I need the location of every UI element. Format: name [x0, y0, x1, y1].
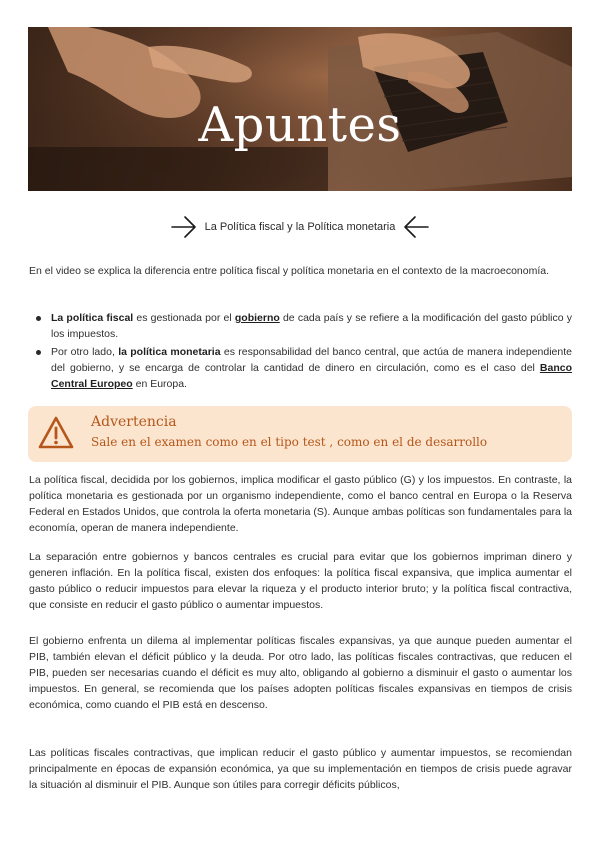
- bullet-bold-term: La política fiscal: [51, 312, 134, 324]
- arrow-left-icon: [401, 212, 431, 242]
- list-item: [29, 344, 572, 392]
- bullet-text: es responsabilidad del banco central, que actúa de manera independiente del gobierno, y se encarga de controlar la cantidad de dinero en circulación, como es el caso del: [51, 346, 572, 374]
- bullet-dot: [36, 350, 41, 355]
- section-subtitle: [0, 212, 600, 242]
- bullet-dot: [36, 316, 41, 321]
- paragraph: Las políticas fiscales contractivas, que implican reducir el gasto público y aumentar impuestos, se recomiendan principalmente en épocas de expansión económica, ya que su implementación en tiempos de crisis puede agravar la situación al disminuir el PIB. Aunque son útiles para corregir déficits públicos,: [29, 747, 572, 791]
- bce-link[interactable]: Banco Central Europeo: [51, 362, 572, 390]
- header-banner-image: [28, 27, 572, 191]
- bullet-list: [29, 310, 572, 394]
- callout-title: Advertencia: [91, 414, 177, 430]
- callout-text: Sale en el examen como en el tipo test , como en el de desarrollo: [91, 435, 488, 449]
- list-item: [29, 310, 572, 342]
- bullet-text: en Europa.: [132, 378, 187, 390]
- intro-paragraph: En el video se explica la diferencia entre política fiscal y política monetaria en el contexto de la macroeconomía.: [29, 265, 550, 277]
- bullet-prefix: Por otro lado,: [51, 346, 119, 358]
- paragraph: La separación entre gobiernos y bancos centrales es crucial para evitar que los gobiernos impriman dinero y generen inflación. En la política fiscal, existen dos enfoques: la política fiscal expansiva, que implica aumentar el gasto público o reducir impuestos para elevar la riqueza y el producto interior bruto; y la política fiscal contractiva, que consiste en reducir el gasto público o aumentar impuestos.: [29, 551, 572, 611]
- paragraph: La política fiscal, decidida por los gobiernos, implica modificar el gasto público (G) y los impuestos. En contraste, la política monetaria es gestionada por un organismo independiente, como el banco central en Europa o la Reserva Federal en Estados Unidos, que controla la oferta monetaria (S). Aunque ambas políticas son fundamentales para la economía, operan de manera independiente.: [29, 474, 572, 534]
- bullet-bold-term: la política monetaria: [118, 346, 221, 358]
- banner-title: Apuntes: [198, 97, 402, 153]
- arrow-right-icon: [169, 212, 199, 242]
- gobierno-link[interactable]: gobierno: [234, 312, 280, 324]
- bullet-text: es gestionada por el: [133, 312, 235, 324]
- warning-callout: [28, 406, 572, 462]
- subtitle-text: La Política fiscal y la Política monetaria: [204, 221, 396, 233]
- paragraph: El gobierno enfrenta un dilema al implementar políticas fiscales expansivas, ya que aunque pueden aumentar el PIB, también elevan el déficit público y la deuda. Por otro lado, las políticas fiscales contractivas, que reducen el PIB, pueden ser necesarias cuando el déficit es muy alto, obligando al gobierno a disminuir el gasto o aumentar los impuestos. En general, se recomienda que los países adopten políticas fiscales expansivas en tiempos de crisis económica, como cuando el PIB está en descenso.: [29, 635, 572, 711]
- warning-triangle-icon: [37, 414, 75, 452]
- bullet-text: de cada país y se refiere a la modificación del gasto público y los impuestos.: [51, 312, 572, 340]
